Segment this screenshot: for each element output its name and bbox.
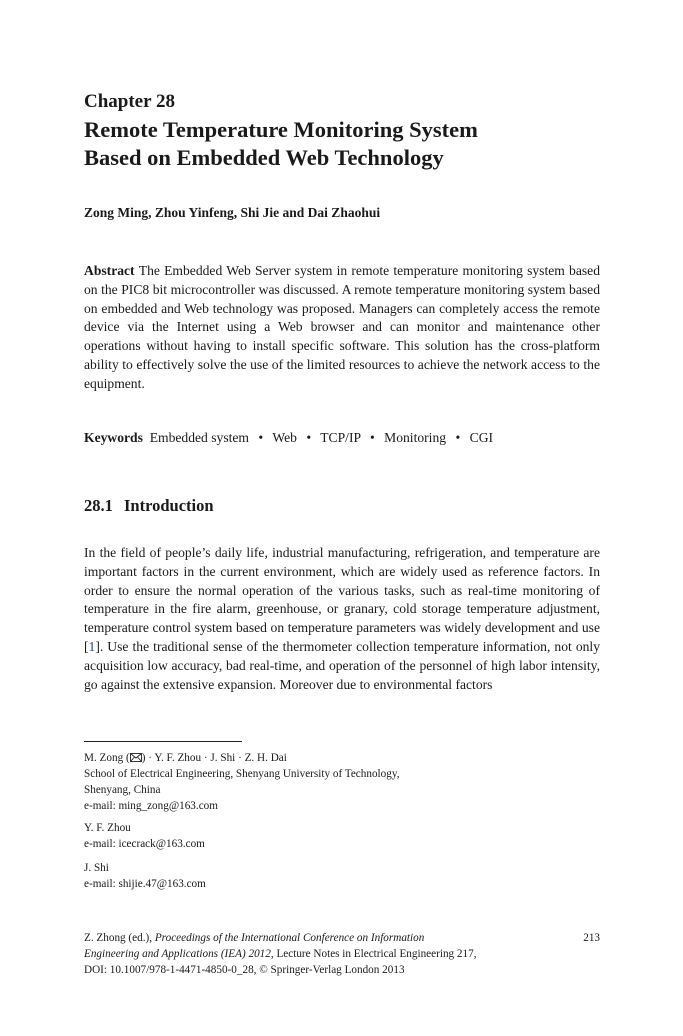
- keyword-separator: •: [369, 430, 375, 445]
- chapter-number: Chapter 28: [84, 91, 175, 112]
- intro-text: In the field of people’s daily life, industrial manufacturing, refrigeration, and temperature are important factors in the current environment, which are widely used as reference factors. In order to ensure the normal operation of the various tasks, such as real-time monitoring of temperature in the fire alarm, greenhouse, or granary, cold storage temperature adjustment, temperature control system based on temperature parameters was widely development and use [: [84, 545, 600, 654]
- footer-line: [84, 930, 600, 946]
- keyword-separator: •: [455, 430, 461, 445]
- keyword-item: Embedded system: [149, 430, 249, 445]
- keyword-separator: •: [258, 430, 264, 445]
- keywords-label: Keywords: [84, 430, 143, 445]
- footnote-name: Y. F. Zhou: [84, 822, 131, 834]
- footer-doi: DOI: 10.1007/978-1-4471-4850-0_28, © Springer-Verlag London 2013: [84, 964, 405, 976]
- footnote-affiliation: [84, 750, 604, 814]
- footnote-authors: [84, 750, 604, 766]
- footnote-author-text: ) · Y. F. Zhou · J. Shi · Z. H. Dai: [141, 752, 287, 764]
- chapter-title-line: Remote Temperature Monitoring System: [84, 117, 478, 142]
- footnote-author-text: M. Zong (: [84, 752, 130, 764]
- intro-text: ]. Use the traditional sense of the thermometer collection temperature information, not only acquisition low accuracy, bad real-time, and operation of the personnel of high labor intensity, go against the extensive expansion. Moreover due to environmental factors: [84, 638, 600, 692]
- section-heading: [84, 496, 600, 516]
- keyword-item: Web: [272, 430, 297, 445]
- abstract-label: Abstract: [84, 263, 135, 278]
- footnote-affiliation-line: Shenyang, China: [84, 784, 161, 796]
- author-list: Zong Ming, Zhou Yinfeng, Shi Jie and Dai Zhaohui: [84, 205, 381, 220]
- keywords: [84, 429, 600, 448]
- keyword-item: CGI: [469, 430, 494, 445]
- abstract-text: The Embedded Web Server system in remote temperature monitoring system based on the PIC8 bit microcontroller was discussed. A remote temperature monitoring system based on embedded and Web technology was proposed. Managers can completely access the remote device via the Internet using a Web browser and can monitor and maintenance other operations without having to install specific software. This solution has the cross-platform ability to effectively solve the use of the limited resources to achieve the network access to the equipment.: [84, 263, 600, 391]
- page-number: 213: [583, 932, 600, 944]
- footer-text: , Lecture Notes in Electrical Engineering 217,: [270, 948, 477, 960]
- footer-line: [84, 946, 600, 962]
- footnote-email: e-mail: icecrack@163.com: [84, 838, 205, 850]
- citation-link[interactable]: 1: [88, 638, 96, 654]
- footer-text: Z. Zhong (ed.),: [84, 932, 155, 944]
- keyword-item: Monitoring: [384, 430, 447, 445]
- keyword-separator: •: [306, 430, 312, 445]
- footnote-email: e-mail: shijie.47@163.com: [84, 878, 206, 890]
- proceedings-title: Engineering and Applications (IEA) 2012: [84, 948, 271, 960]
- footnote-contact: [84, 860, 604, 892]
- keyword-item: TCP/IP: [320, 430, 361, 445]
- footnote-contact: [84, 820, 604, 852]
- footnote-name: J. Shi: [84, 862, 109, 874]
- section-title: Introduction: [124, 496, 214, 515]
- footnote-affiliation-line: School of Electrical Engineering, Shenyang University of Technology,: [84, 768, 400, 780]
- introduction-paragraph: [84, 544, 600, 694]
- footnote-email: e-mail: ming_zong@163.com: [84, 800, 218, 812]
- page-footer: [84, 930, 600, 978]
- chapter-title: [84, 116, 600, 172]
- proceedings-title: Proceedings of the International Conference on Information: [154, 932, 425, 944]
- envelope-icon: [130, 753, 142, 762]
- abstract: [84, 262, 600, 394]
- section-number: 28.1: [84, 496, 113, 515]
- footnote-rule: [84, 741, 242, 742]
- chapter-title-line: Based on Embedded Web Technology: [84, 145, 444, 170]
